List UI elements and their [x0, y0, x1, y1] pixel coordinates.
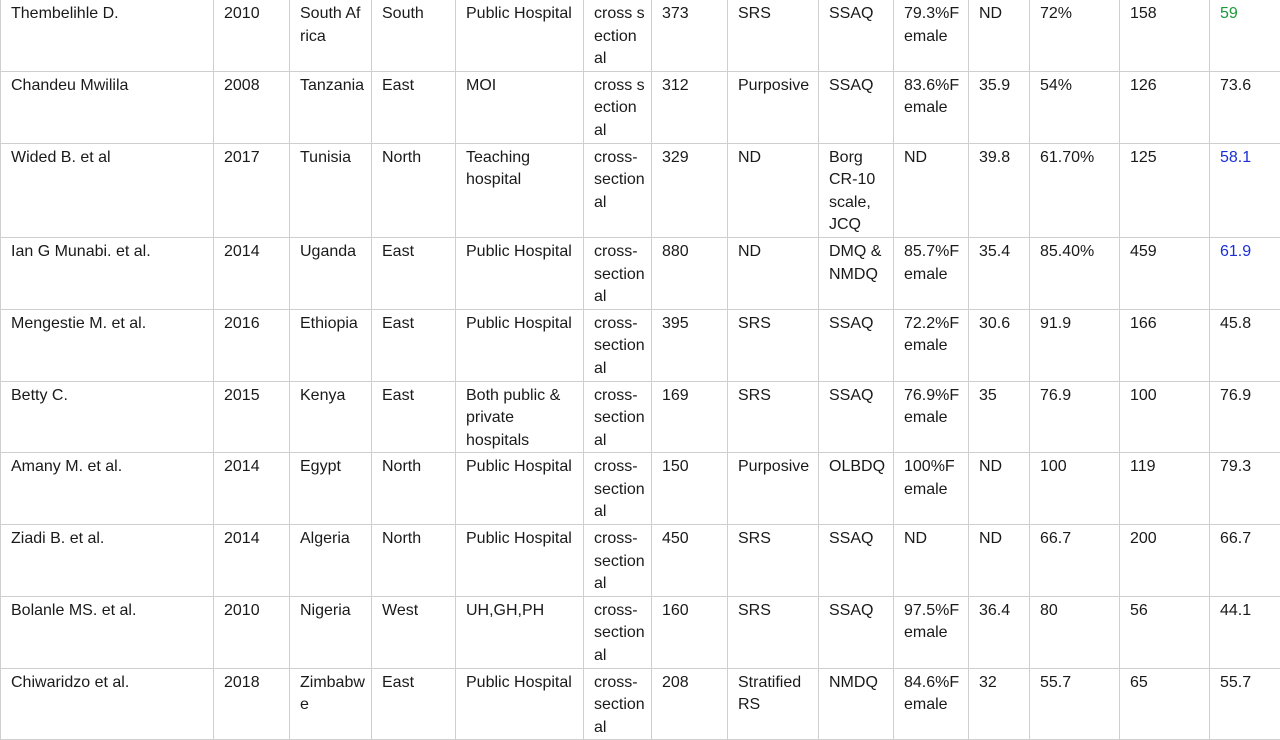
cell-cases: 100 [1120, 381, 1210, 453]
cell-author: Mengestie M. et al. [1, 309, 214, 381]
cell-response: 91.9 [1030, 309, 1120, 381]
cell-prevalence: 79.3 [1210, 453, 1280, 525]
cell-prevalence: 45.8 [1210, 309, 1280, 381]
table-row [1, 237, 1280, 309]
cell-response: 76.9 [1030, 381, 1120, 453]
cell-prevalence: 76.9 [1210, 381, 1280, 453]
cell-response: 54% [1030, 71, 1120, 143]
cell-response: 66.7 [1030, 525, 1120, 597]
cell-response: 61.70% [1030, 143, 1120, 237]
cell-sampling: SRS [728, 596, 819, 668]
cell-sampling: Stratified RS [728, 668, 819, 740]
cell-setting: Public Hospital [456, 453, 584, 525]
cell-author: Betty C. [1, 381, 214, 453]
cell-gender: ND [894, 143, 969, 237]
cell-sampling: SRS [728, 381, 819, 453]
cell-author: Thembelihle D. [1, 0, 214, 71]
cell-setting: Both public & private hospitals [456, 381, 584, 453]
cell-gender: 97.5%Female [894, 596, 969, 668]
cell-cases: 126 [1120, 71, 1210, 143]
cell-response: 85.40% [1030, 237, 1120, 309]
table-row [1, 453, 1280, 525]
cell-cases: 119 [1120, 453, 1210, 525]
cell-design: cross-sectional [584, 596, 652, 668]
cell-mean-age: 35.4 [969, 237, 1030, 309]
cell-sampling: SRS [728, 525, 819, 597]
cell-response: 72% [1030, 0, 1120, 71]
cell-year: 2018 [214, 668, 290, 740]
cell-setting: MOI [456, 71, 584, 143]
cell-region: South [372, 0, 456, 71]
cell-design: cross sectional [584, 0, 652, 71]
cell-region: East [372, 237, 456, 309]
cell-sampling: ND [728, 143, 819, 237]
cell-response: 55.7 [1030, 668, 1120, 740]
cell-prevalence: 44.1 [1210, 596, 1280, 668]
cell-mean-age: ND [969, 525, 1030, 597]
cell-sampling: SRS [728, 0, 819, 71]
cell-gender: 84.6%Female [894, 668, 969, 740]
cell-gender: 79.3%Female [894, 0, 969, 71]
cell-tool: SSAQ [819, 71, 894, 143]
cell-country: Zimbabwe [290, 668, 372, 740]
cell-region: East [372, 309, 456, 381]
cell-region: East [372, 71, 456, 143]
cell-mean-age: 32 [969, 668, 1030, 740]
cell-year: 2008 [214, 71, 290, 143]
cell-tool: OLBDQ [819, 453, 894, 525]
cell-year: 2014 [214, 453, 290, 525]
cell-gender: 83.6%Female [894, 71, 969, 143]
cell-design: cross-sectional [584, 237, 652, 309]
cell-gender: 76.9%Female [894, 381, 969, 453]
cell-year: 2010 [214, 596, 290, 668]
table-row [1, 525, 1280, 597]
cell-region: West [372, 596, 456, 668]
cell-design: cross-sectional [584, 525, 652, 597]
table-row [1, 381, 1280, 453]
cell-author: Ian G Munabi. et al. [1, 237, 214, 309]
cell-region: East [372, 668, 456, 740]
cell-mean-age: 36.4 [969, 596, 1030, 668]
cell-setting: Teaching hospital [456, 143, 584, 237]
cell-author: Amany M. et al. [1, 453, 214, 525]
cell-year: 2014 [214, 525, 290, 597]
cell-design: cross sectional [584, 71, 652, 143]
cell-mean-age: 30.6 [969, 309, 1030, 381]
cell-year: 2010 [214, 0, 290, 71]
cell-gender: 100%Female [894, 453, 969, 525]
cell-design: cross-sectional [584, 381, 652, 453]
cell-tool: NMDQ [819, 668, 894, 740]
cell-country: Egypt [290, 453, 372, 525]
cell-setting: UH,GH,PH [456, 596, 584, 668]
cell-country: Nigeria [290, 596, 372, 668]
cell-setting: Public Hospital [456, 525, 584, 597]
cell-tool: SSAQ [819, 596, 894, 668]
cell-sample-size: 160 [652, 596, 728, 668]
cell-tool: SSAQ [819, 0, 894, 71]
cell-cases: 200 [1120, 525, 1210, 597]
cell-setting: Public Hospital [456, 0, 584, 71]
cell-sample-size: 208 [652, 668, 728, 740]
cell-author: Wided B. et al [1, 143, 214, 237]
cell-setting: Public Hospital [456, 309, 584, 381]
cell-prevalence: 55.7 [1210, 668, 1280, 740]
table-row [1, 668, 1280, 740]
cell-tool: SSAQ [819, 381, 894, 453]
cell-country: Ethiopia [290, 309, 372, 381]
studies-table-body [1, 0, 1280, 740]
cell-sample-size: 150 [652, 453, 728, 525]
cell-sample-size: 329 [652, 143, 728, 237]
cell-region: North [372, 525, 456, 597]
cell-gender: ND [894, 525, 969, 597]
cell-tool: SSAQ [819, 309, 894, 381]
table-row [1, 596, 1280, 668]
cell-tool: SSAQ [819, 525, 894, 597]
cell-region: North [372, 453, 456, 525]
cell-year: 2015 [214, 381, 290, 453]
cell-author: Chiwaridzo et al. [1, 668, 214, 740]
cell-prevalence: 59 [1210, 0, 1280, 71]
cell-country: Uganda [290, 237, 372, 309]
cell-design: cross-sectional [584, 453, 652, 525]
cell-cases: 56 [1120, 596, 1210, 668]
cell-sample-size: 450 [652, 525, 728, 597]
table-row [1, 0, 1280, 71]
cell-year: 2017 [214, 143, 290, 237]
cell-country: Kenya [290, 381, 372, 453]
cell-author: Chandeu Mwilila [1, 71, 214, 143]
cell-year: 2014 [214, 237, 290, 309]
cell-sample-size: 169 [652, 381, 728, 453]
cell-tool: DMQ & NMDQ [819, 237, 894, 309]
cell-response: 80 [1030, 596, 1120, 668]
cell-setting: Public Hospital [456, 668, 584, 740]
cell-prevalence: 66.7 [1210, 525, 1280, 597]
cell-cases: 125 [1120, 143, 1210, 237]
cell-mean-age: ND [969, 453, 1030, 525]
cell-sampling: SRS [728, 309, 819, 381]
cell-prevalence: 73.6 [1210, 71, 1280, 143]
cell-cases: 459 [1120, 237, 1210, 309]
cell-response: 100 [1030, 453, 1120, 525]
cell-cases: 158 [1120, 0, 1210, 71]
table-row [1, 309, 1280, 381]
cell-design: cross-sectional [584, 668, 652, 740]
cell-setting: Public Hospital [456, 237, 584, 309]
cell-design: cross-sectional [584, 143, 652, 237]
cell-gender: 72.2%Female [894, 309, 969, 381]
cell-sampling: Purposive [728, 71, 819, 143]
cell-cases: 166 [1120, 309, 1210, 381]
cell-author: Bolanle MS. et al. [1, 596, 214, 668]
cell-mean-age: 35 [969, 381, 1030, 453]
cell-sample-size: 395 [652, 309, 728, 381]
cell-year: 2016 [214, 309, 290, 381]
cell-mean-age: ND [969, 0, 1030, 71]
cell-prevalence: 61.9 [1210, 237, 1280, 309]
cell-sample-size: 373 [652, 0, 728, 71]
cell-sample-size: 312 [652, 71, 728, 143]
cell-region: North [372, 143, 456, 237]
cell-country: Tunisia [290, 143, 372, 237]
cell-mean-age: 39.8 [969, 143, 1030, 237]
cell-country: South Africa [290, 0, 372, 71]
table-row [1, 71, 1280, 143]
cell-tool: Borg CR-10 scale, JCQ [819, 143, 894, 237]
cell-sample-size: 880 [652, 237, 728, 309]
cell-design: cross-sectional [584, 309, 652, 381]
cell-cases: 65 [1120, 668, 1210, 740]
cell-sampling: Purposive [728, 453, 819, 525]
cell-country: Algeria [290, 525, 372, 597]
cell-author: Ziadi B. et al. [1, 525, 214, 597]
cell-prevalence: 58.1 [1210, 143, 1280, 237]
cell-mean-age: 35.9 [969, 71, 1030, 143]
cell-gender: 85.7%Female [894, 237, 969, 309]
table-row [1, 143, 1280, 237]
cell-country: Tanzania [290, 71, 372, 143]
cell-sampling: ND [728, 237, 819, 309]
cell-region: East [372, 381, 456, 453]
